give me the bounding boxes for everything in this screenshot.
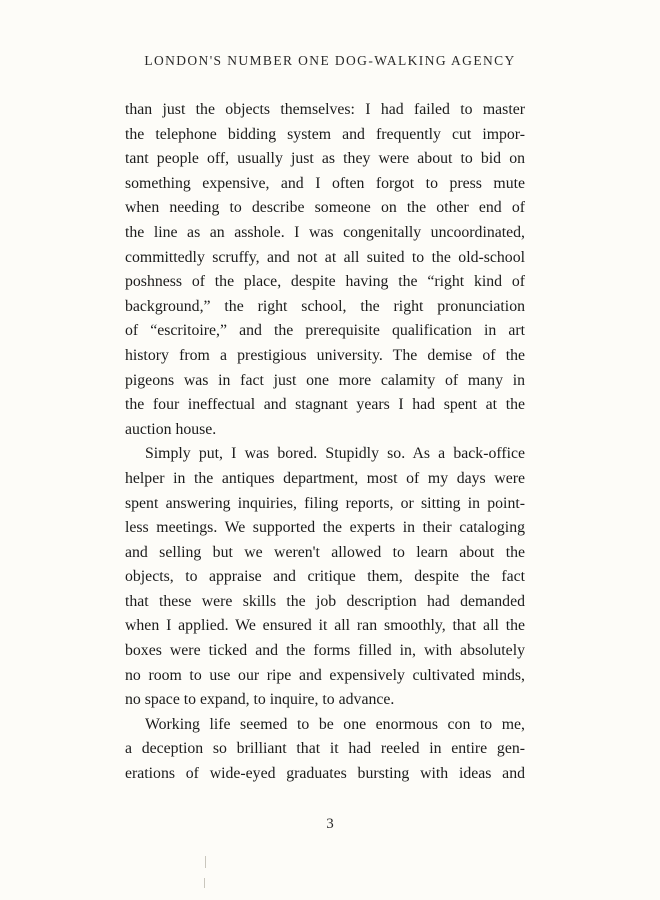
text-line: when I applied. We ensured it all ran smoothly, that all the [125,617,525,635]
text-line: tant people off, usually just as they were about to bid on [125,150,525,168]
page-number: 3 [326,816,334,832]
text-line: poshness of the place, despite having the “right kind of [125,273,525,291]
text-line: boxes were ticked and the forms filled in, with absolutely [125,642,525,660]
text-line: no space to expand, to inquire, to advance. [125,691,395,709]
scan-mark [205,856,206,868]
text-line: a deception so brilliant that it had reeled in entire gen- [125,740,525,758]
text-line: when needing to describe someone on the other end of [125,199,525,217]
text-line: helper in the antiques department, most of my days were [125,469,525,487]
scan-mark [204,878,205,888]
text-line: and selling but we weren't allowed to learn about the [125,543,525,561]
text-line: committedly scruffy, and not at all suited to the old-school [125,248,525,266]
text-line: than just the objects themselves: I had failed to master [125,101,525,118]
text-line: Simply put, I was bored. Stupidly so. As a back-office [145,445,525,463]
text-line: the telephone bidding system and frequently cut impor- [125,125,525,143]
text-line: objects, to appraise and critique them, despite the fact [125,568,525,586]
text-line: history from a prestigious university. The demise of the [125,346,525,364]
text-line: pigeons was in fact just one more calamity of many in [125,371,525,389]
text-line: auction house. [125,420,217,438]
running-head: LONDON'S NUMBER ONE DOG-WALKING AGENCY [144,53,516,68]
text-line: Working life seemed to be one enormous con to me, [145,715,525,733]
text-line: the four ineffectual and stagnant years I had spent at the [125,396,525,414]
text-line: erations of wide-eyed graduates bursting with ideas and [125,765,525,783]
text-line: that these were skills the job description had demanded [125,592,525,610]
text-line: something expensive, and I often forgot to press mute [125,174,525,192]
text-line: the line as an asshole. I was congenitally uncoordinated, [125,223,525,241]
text-line: no room to use our ripe and expensively cultivated minds, [125,666,525,684]
body-text [125,98,525,787]
text-line: background,” the right school, the right pronunciation [125,297,525,315]
text-line: less meetings. We supported the experts in their cataloging [125,519,525,537]
text-line: spent answering inquiries, filing reports, or sitting in point- [125,494,525,512]
text-line: of “escritoire,” and the prerequisite qualification in art [125,322,525,340]
